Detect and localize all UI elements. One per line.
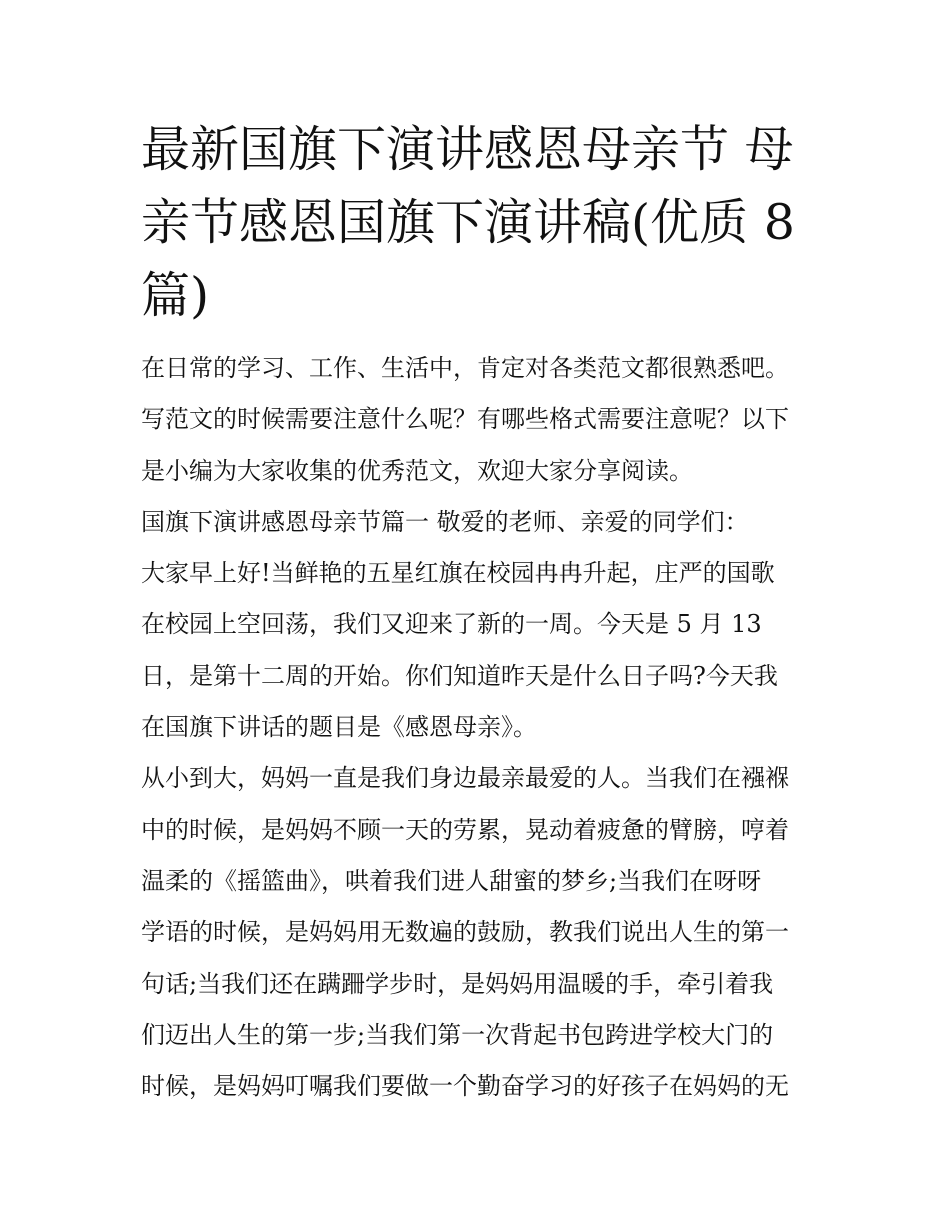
text-line: 在校园上空回荡，我们又迎来了新的一周。今天是 5 月 13: [141, 610, 762, 639]
text-line: 学语的时候，是妈妈用无数遍的鼓励，教我们说出人生的第一: [141, 918, 789, 947]
text-line: 国旗下演讲感恩母亲节篇一 敬爱的老师、亲爱的同学们：: [141, 507, 749, 536]
text-line: 在国旗下讲话的题目是《感恩母亲》。: [141, 713, 537, 742]
text-line: 是小编为大家收集的优秀范文，欢迎大家分享阅读。: [141, 456, 693, 485]
text-line: 日，是第十二周的开始。你们知道昨天是什么日子吗?今天我: [141, 661, 778, 690]
body-paragraph: [141, 753, 816, 1112]
text-line: 大家早上好!当鲜艳的五星红旗在校园冉冉升起，庄严的国歌: [141, 559, 775, 588]
text-line: 句话;当我们还在蹒跚学步时，是妈妈用温暖的手，牵引着我: [141, 969, 774, 998]
document-body: [141, 343, 816, 1112]
document-title: [141, 113, 816, 332]
text-line: 中的时候，是妈妈不顾一天的劳累，晃动着疲惫的臂膀，哼着: [141, 815, 789, 844]
title-line: 最新国旗下演讲感恩母亲节 母: [141, 121, 794, 178]
section-heading-paragraph: [141, 497, 816, 548]
text-line: 从小到大，妈妈一直是我们身边最亲最爱的人。当我们在襁褓: [141, 764, 789, 793]
greeting-paragraph: [141, 548, 816, 753]
text-line: 们迈出人生的第一步;当我们第一次背起书包跨进学校大门的: [141, 1020, 774, 1049]
intro-paragraph: [141, 343, 816, 497]
document-content: [141, 113, 816, 1112]
text-line: 温柔的《摇篮曲》，哄着我们进人甜蜜的梦乡;当我们在呀呀: [141, 866, 762, 895]
text-line: 时候，是妈妈叮嘱我们要做一个勤奋学习的好孩子在妈妈的无: [141, 1072, 789, 1101]
text-line: 在日常的学习、工作、生活中，肯定对各类范文都很熟悉吧。: [141, 354, 789, 382]
text-line: 写范文的时候需要注意什么呢？有哪些格式需要注意呢？以下: [141, 405, 789, 434]
title-line: 篇): [141, 267, 210, 324]
title-line: 亲节感恩国旗下演讲稿(优质 8: [141, 194, 795, 251]
